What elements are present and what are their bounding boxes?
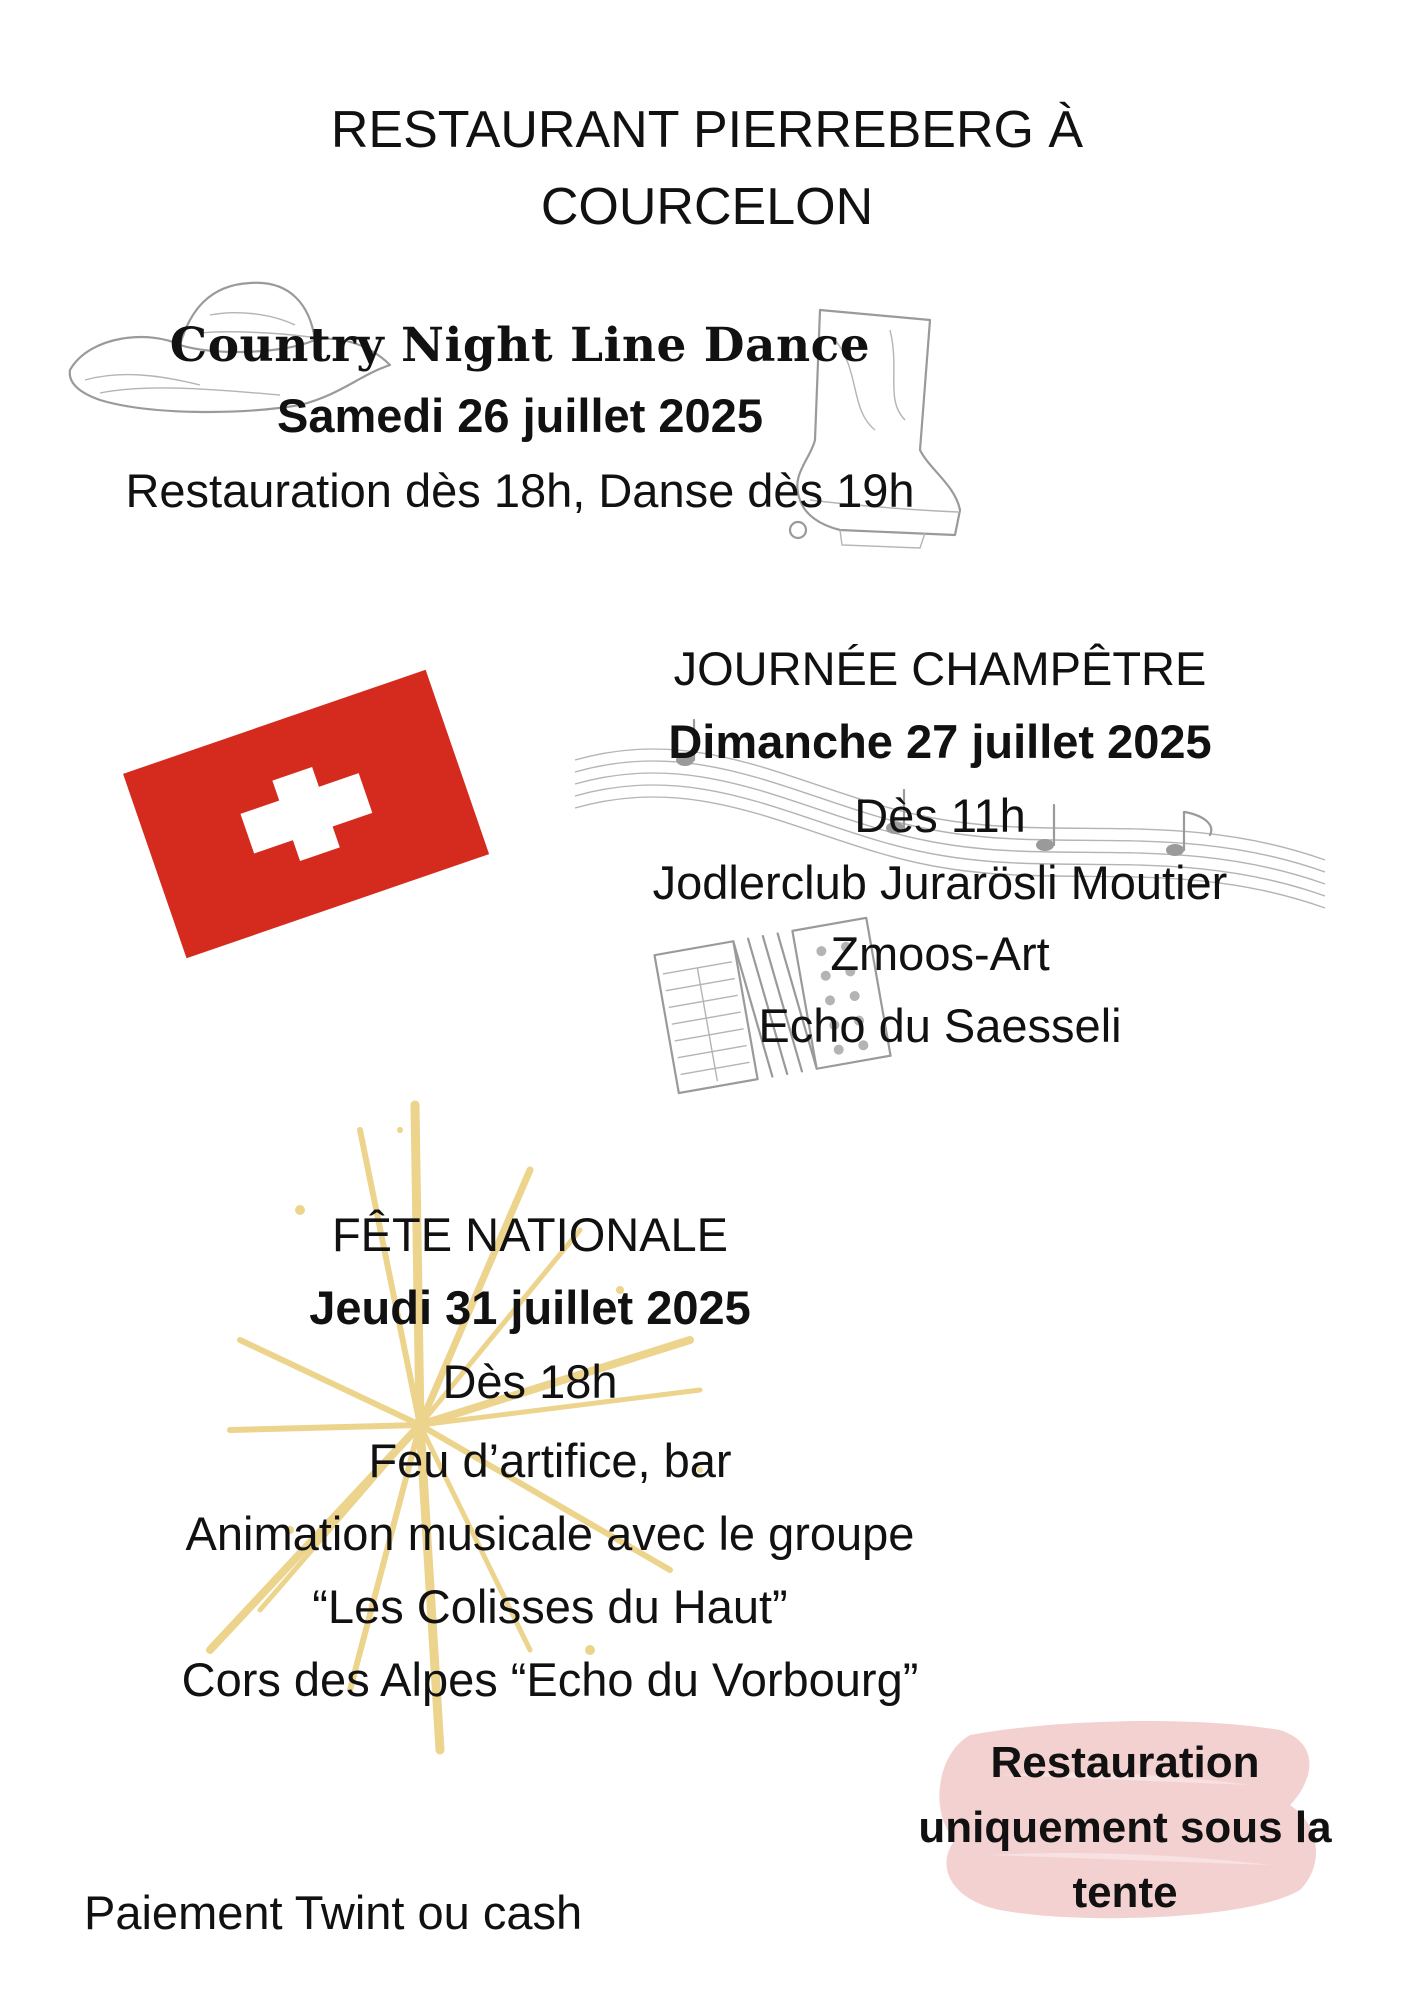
journee-performer-3: Echo du Saesseli — [758, 999, 1122, 1052]
country-night-title: Country Night Line Dance — [169, 318, 871, 373]
journee-title: JOURNÉE CHAMPÊTRE — [673, 642, 1207, 695]
swiss-flag-icon — [140, 660, 480, 960]
restauration-note-line-3: tente — [1072, 1868, 1178, 1917]
journee-date: Dimanche 27 juillet 2025 — [668, 715, 1212, 768]
restauration-note-line-2: uniquement sous la — [918, 1803, 1332, 1852]
fete-time: Dès 18h — [442, 1355, 618, 1408]
title-line-2: COURCELON — [540, 178, 874, 236]
country-night-date: Samedi 26 juillet 2025 — [277, 389, 763, 442]
fete-title: FÊTE NATIONALE — [331, 1208, 729, 1261]
journee-performer-1: Jodlerclub Jurarösli Moutier — [652, 856, 1228, 909]
payment-info: Paiement Twint ou cash — [84, 1886, 583, 1939]
fete-line-4: Cors des Alpes “Echo du Vorbourg” — [181, 1653, 919, 1706]
fete-line-2: Animation musicale avec le groupe — [185, 1507, 915, 1560]
fete-date: Jeudi 31 juillet 2025 — [309, 1281, 751, 1334]
fete-line-1: Feu d’artifice, bar — [368, 1434, 732, 1487]
title-line-1: RESTAURANT PIERREBERG À — [330, 101, 1084, 159]
fete-line-3: “Les Colisses du Haut” — [312, 1580, 788, 1633]
journee-time: Dès 11h — [854, 789, 1026, 842]
journee-performer-2: Zmoos-Art — [830, 927, 1050, 980]
country-night-details: Restauration dès 18h, Danse dès 19h — [125, 464, 915, 517]
restauration-note-line-1: Restauration — [990, 1738, 1260, 1787]
